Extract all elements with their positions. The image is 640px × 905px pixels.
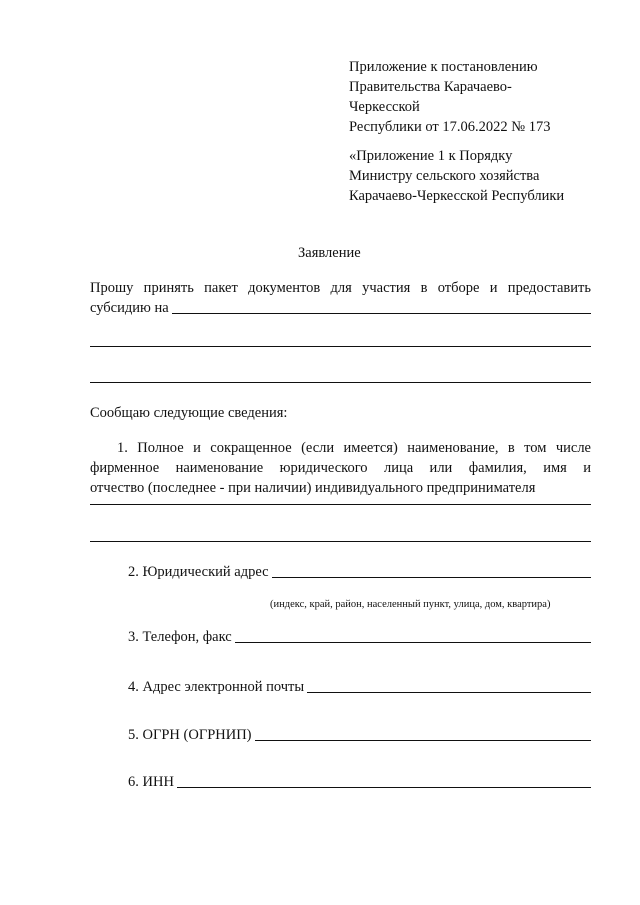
item1-line-2: фирменное наименование юридического лица или фамилия, имя и [90, 460, 591, 476]
item1-line-1: 1. Полное и сокращенное (если имеется) наименование, в том числе [117, 440, 591, 456]
inn-field[interactable] [128, 772, 591, 792]
header-line-2: Правительства Карачаево- [349, 79, 512, 95]
subsidy-field[interactable] [90, 298, 591, 318]
header-line-1: Приложение к постановлению [349, 59, 538, 75]
info-intro: Сообщаю следующие сведения: [90, 405, 288, 421]
ogrn-fill-line[interactable] [255, 739, 591, 741]
subsidy-label: субсидию на [90, 300, 169, 316]
appendix-line-1: «Приложение 1 к Порядку [349, 148, 513, 164]
item1-line-3: отчество (последнее - при наличии) индивидуального предпринимателя [90, 480, 536, 496]
item1-fill-line-2[interactable] [90, 541, 591, 542]
subsidy-fill-line[interactable] [172, 312, 591, 314]
appendix-line-3: Карачаево-Черкесской Республики [349, 188, 565, 204]
inn-fill-line[interactable] [177, 786, 591, 788]
legal-address-label: 2. Юридический адрес [128, 564, 269, 580]
inn-label: 6. ИНН [128, 774, 174, 790]
ogrn-field[interactable] [128, 725, 591, 745]
phone-fax-field[interactable] [128, 627, 591, 647]
ogrn-label: 5. ОГРН (ОГРНИП) [128, 727, 252, 743]
phone-fax-fill-line[interactable] [235, 641, 591, 643]
subsidy-continuation-line-2[interactable] [90, 382, 591, 383]
email-label: 4. Адрес электронной почты [128, 679, 305, 695]
request-line-1: Прошу принять пакет документов для участия в отборе и предоставить [90, 280, 591, 296]
phone-fax-label: 3. Телефон, факс [128, 629, 232, 645]
subsidy-continuation-line-1[interactable] [90, 346, 591, 347]
header-line-4: Республики от 17.06.2022 № 173 [349, 119, 551, 135]
legal-address-field[interactable] [128, 562, 591, 582]
document-title: Заявление [298, 245, 361, 261]
legal-address-fill-line[interactable] [272, 576, 591, 578]
legal-address-hint: (индекс, край, район, населенный пункт, улица, дом, квартира) [270, 599, 551, 610]
email-fill-line[interactable] [307, 691, 591, 693]
email-field[interactable] [128, 677, 591, 697]
appendix-line-2: Министру сельского хозяйства [349, 168, 540, 184]
item1-fill-line-1[interactable] [90, 504, 591, 505]
header-line-3: Черкесской [349, 99, 420, 115]
